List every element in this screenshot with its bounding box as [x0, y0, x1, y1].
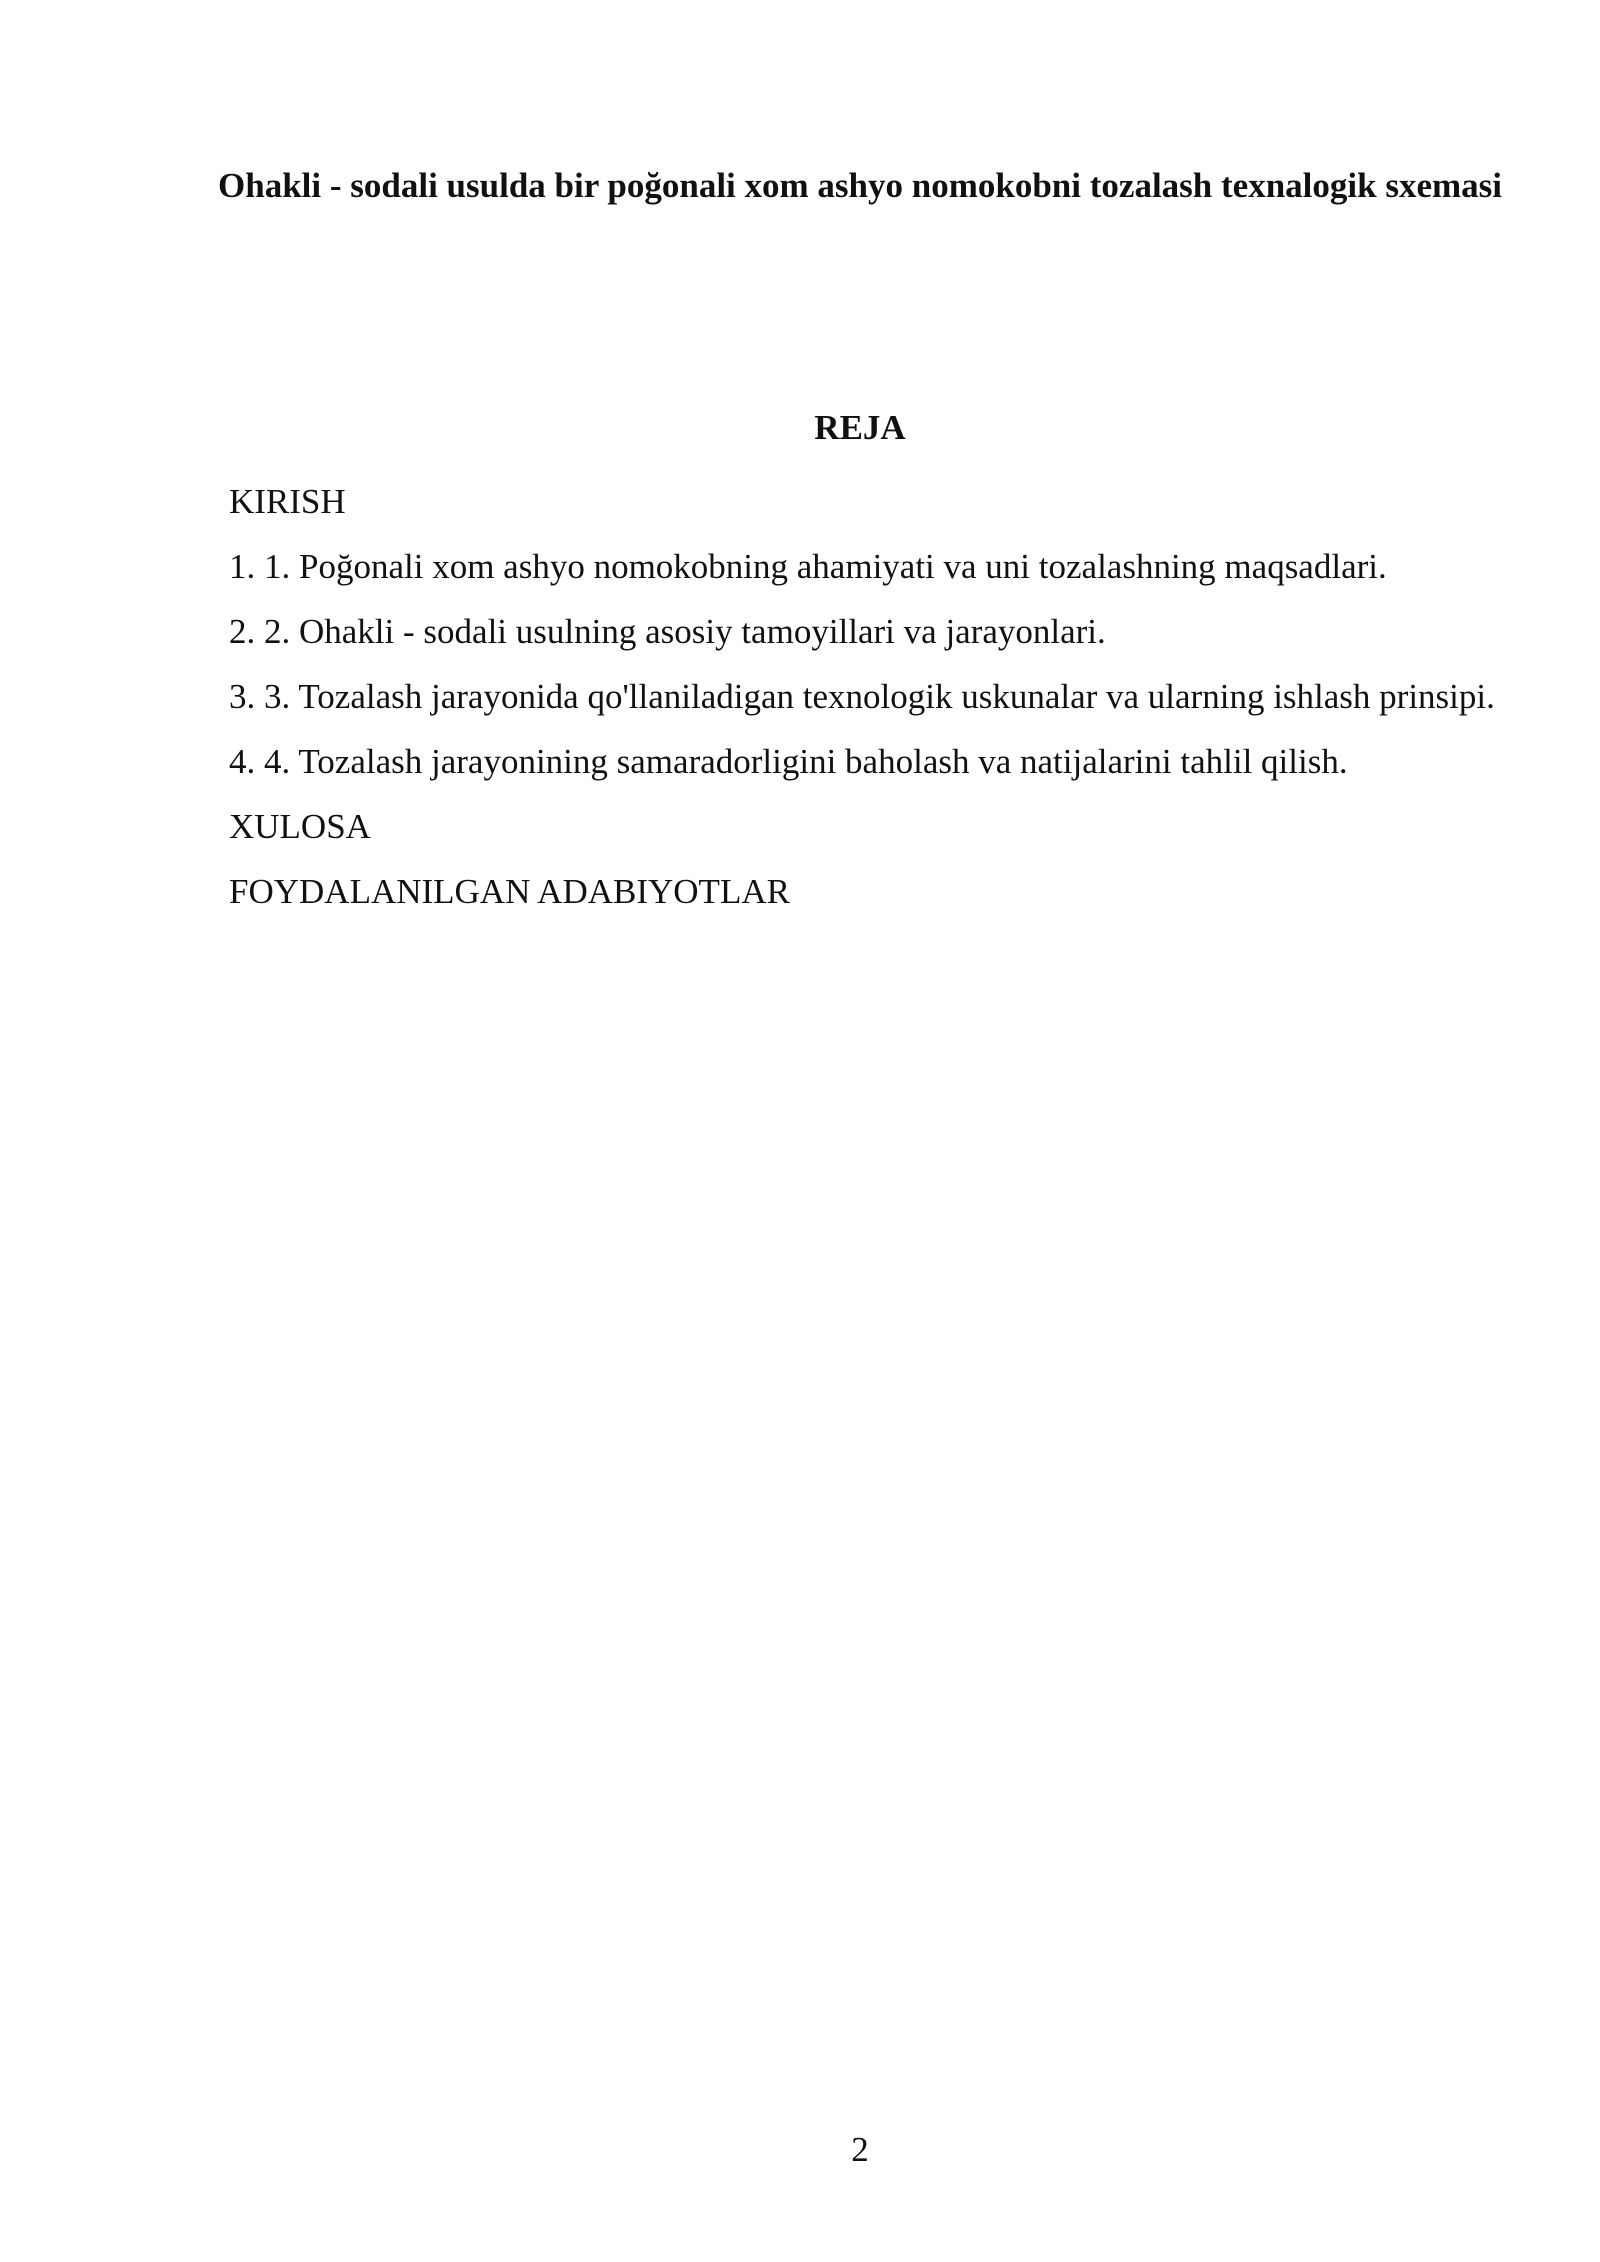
plan-item-references: FOYDALANILGAN ADABIYOTLAR [229, 872, 790, 911]
plan-item-2: 2. 2. Ohakli - sodali usulning asosiy tamoyillari va jarayonlari. [229, 612, 1106, 651]
plan-heading: REJA [814, 408, 906, 447]
plan-item-4: 4. 4. Tozalash jarayonining samaradorligini baholash va natijalarini tahlil qilish. [229, 742, 1348, 781]
plan-item-1: 1. 1. Poğonali xom ashyo nomokobning ahamiyati va uni tozalashning maqsadlari. [229, 547, 1387, 586]
plan-item-3: 3. 3. Tozalash jarayonida qo'llaniladigan texnologik uskunalar va ularning ishlash prinsipi. [229, 677, 1495, 716]
plan-item-conclusion: XULOSA [229, 807, 371, 846]
document-title: Ohakli - sodali usulda bir poğonali xom ashyo nomokobni tozalash texnalogik sxemasi [218, 166, 1502, 205]
plan-item-introduction: KIRISH [229, 482, 346, 521]
plan-list [229, 474, 1519, 929]
page-number: 2 [851, 2130, 869, 2169]
